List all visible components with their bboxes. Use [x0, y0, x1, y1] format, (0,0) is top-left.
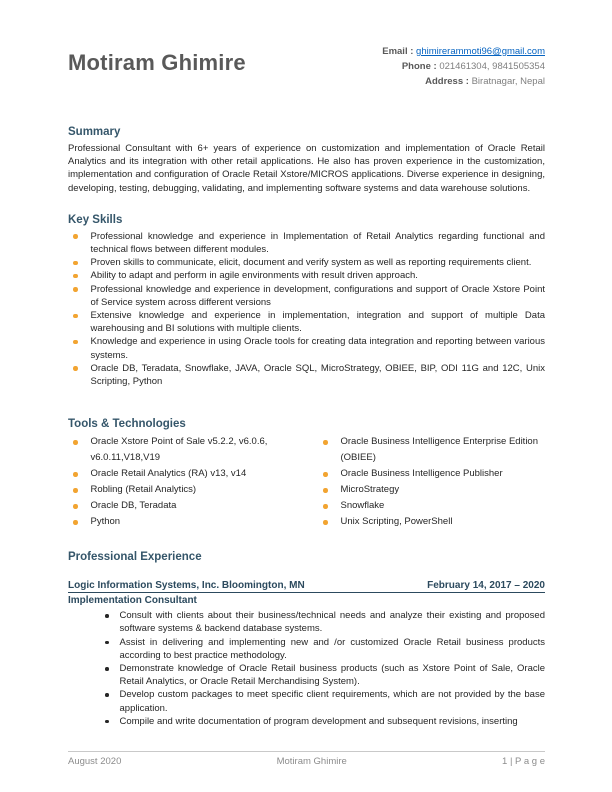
skill-text: Professional knowledge and experience in Implementation of Retail Analytics regarding functional and technical flows between different modules.: [90, 230, 545, 256]
bullet-icon: [105, 693, 109, 697]
list-item: [318, 434, 545, 466]
page-footer: [68, 751, 545, 767]
skill-text: Extensive knowledge and experience in implementation, integration and support of multiple Data warehousing and BI solutions with multiple clients.: [90, 310, 545, 335]
contact-address-line: [382, 74, 545, 89]
summary-heading: Summary: [68, 126, 121, 138]
skill-text: Professional knowledge and experience in development, configurations and support of Oracle Xstore Point of Service system across different versions: [90, 283, 545, 308]
bullet-icon: [73, 234, 78, 239]
list-item: [68, 609, 545, 635]
tools-section: [68, 418, 545, 530]
tools-heading: Tools & Technologies: [68, 418, 186, 431]
bullet-icon: [323, 472, 328, 477]
email-label: Email :: [382, 46, 417, 57]
bullet-icon: [73, 274, 78, 279]
tool-text: Python: [90, 516, 121, 528]
bullet-icon: [323, 488, 328, 493]
job-bullet-text: Demonstrate knowledge of Oracle Retail business products (such as Xstore Point of Sale, Oracle Retail Analytics, or Oracle Retail Merchandising System).: [119, 663, 545, 688]
bullet-icon: [73, 488, 78, 493]
list-item: [318, 482, 545, 498]
job-entry: [68, 580, 545, 728]
experience-section: [68, 551, 545, 728]
skill-text: Ability to adapt and perform in agile environments with result driven approach.: [90, 270, 418, 282]
candidate-name: Motiram Ghimire: [68, 50, 246, 75]
tool-text: Unix Scripting, PowerShell: [340, 516, 453, 528]
contact-phone-line: [382, 59, 545, 74]
tool-text: MicroStrategy: [340, 484, 400, 496]
job-bullet-text: Consult with clients about their business/technical needs and analyze their existing and proposed software systems & backend database systems.: [119, 610, 545, 635]
list-item: [68, 466, 318, 482]
email-link[interactable]: ghimirerammoti96@gmail.com: [416, 46, 545, 57]
bullet-icon: [73, 472, 78, 477]
key-skills-heading: Key Skills: [68, 213, 123, 226]
summary-text: Professional Consultant with 6+ years of experience on customization and implementation of Oracle Retail Analytics and its integration with other retail applications. He also has proven experience in the customization, implementation and configuration of Oracle Retail Xstore/MICROS applications. Diverse experience in designing, developing, testing, debugging, validating, and implementing software systems and data warehouse solutions.: [68, 143, 545, 194]
tool-text: Robling (Retail Analytics): [90, 484, 197, 496]
skill-text: Knowledge and experience in using Oracle tools for creating data integration and reporting between various systems.: [90, 336, 545, 361]
summary-section: [68, 126, 545, 195]
job-bullet-list: [68, 609, 545, 728]
bullet-icon: [73, 314, 78, 319]
list-item: [68, 283, 545, 309]
tools-grid: [68, 434, 545, 530]
list-item: [68, 256, 545, 269]
footer-page-number: 1 | P a g e: [502, 756, 545, 767]
bullet-icon: [323, 520, 328, 525]
tool-text: Oracle Retail Analytics (RA) v13, v14: [90, 468, 247, 480]
tool-text: Oracle Business Intelligence Publisher: [340, 468, 503, 480]
list-item: [68, 230, 545, 256]
tool-text: Oracle Business Intelligence Enterprise Edition (OBIEE): [340, 436, 538, 464]
bullet-icon: [73, 504, 78, 509]
job-dates: February 14, 2017 – 2020: [427, 580, 545, 592]
job-bullet-text: Develop custom packages to meet specific client requirements, which are not provided by the base application.: [119, 689, 545, 714]
bullet-icon: [73, 366, 78, 371]
key-skills-section: [68, 214, 545, 388]
bullet-icon: [73, 261, 78, 266]
tool-text: Snowflake: [340, 500, 385, 512]
contact-email-line: [382, 44, 545, 59]
tools-right-column: [318, 434, 545, 530]
phone-label: Phone :: [401, 61, 440, 72]
list-item: [68, 309, 545, 335]
list-item: [68, 514, 318, 530]
bullet-icon: [73, 520, 78, 525]
list-item: [68, 636, 545, 662]
list-item: [318, 514, 545, 530]
bullet-icon: [323, 504, 328, 509]
list-item: [68, 269, 545, 282]
bullet-icon: [105, 641, 109, 645]
list-item: [68, 498, 318, 514]
skill-text: Proven skills to communicate, elicit, document and verify system as well as reporting requirements client.: [90, 257, 532, 269]
job-header: [68, 580, 545, 593]
tool-text: Oracle Xstore Point of Sale v5.2.2, v6.0.6, v6.0.11,V18,V19: [90, 436, 268, 464]
bullet-icon: [73, 340, 78, 345]
job-company: Logic Information Systems, Inc. Bloomington, MN: [68, 580, 305, 592]
list-item: [68, 715, 545, 728]
list-item: [68, 434, 318, 466]
tools-left-column: [68, 434, 318, 530]
address-label: Address :: [425, 76, 472, 87]
phone-value: 021461304, 9841505354: [439, 61, 545, 72]
contact-block: [382, 44, 545, 89]
list-item: [318, 466, 545, 482]
skill-text: Oracle DB, Teradata, Snowflake, JAVA, Oracle SQL, MicroStrategy, OBIEE, BIP, ODI 11G and 12C, Unix Scripting, Python: [90, 362, 545, 388]
job-title: Implementation Consultant: [68, 595, 197, 607]
list-item: [68, 688, 545, 714]
list-item: [68, 335, 545, 361]
job-bullet-text: Assist in delivering and implementing new and /or customized Oracle Retail business products according to best practice methodology.: [119, 636, 545, 661]
bullet-icon: [323, 440, 328, 445]
job-bullet-text: Compile and write documentation of program development and subsequent revisions, inserting: [119, 715, 518, 727]
bullet-icon: [105, 614, 109, 618]
tool-text: Oracle DB, Teradata: [90, 500, 177, 512]
bullet-icon: [73, 287, 78, 292]
experience-heading: Professional Experience: [68, 551, 202, 564]
list-item: [68, 662, 545, 688]
header: [68, 44, 545, 89]
bullet-icon: [105, 667, 109, 671]
footer-date: August 2020: [68, 756, 122, 767]
list-item: [68, 482, 318, 498]
footer-name: Motiram Ghimire: [276, 756, 347, 767]
bullet-icon: [105, 720, 109, 724]
list-item: [68, 362, 545, 388]
key-skills-list: [68, 230, 545, 388]
address-value: Biratnagar, Nepal: [471, 76, 545, 87]
list-item: [318, 498, 545, 514]
bullet-icon: [73, 440, 78, 445]
